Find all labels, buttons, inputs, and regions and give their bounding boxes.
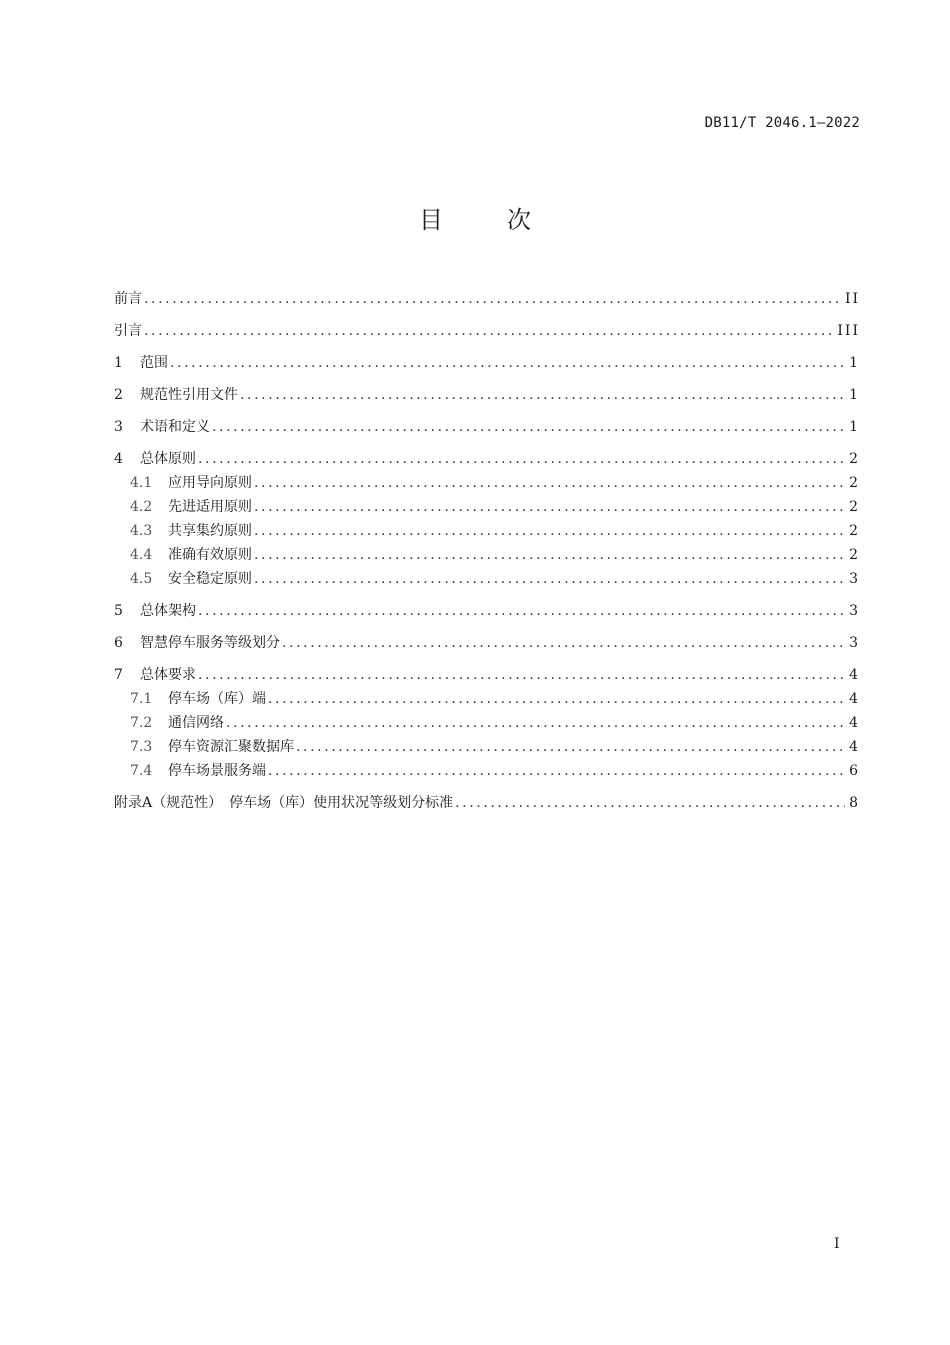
- toc-entry[interactable]: [114, 471, 860, 495]
- toc-entry-title: 安全稳定原则: [168, 571, 252, 587]
- toc-entry-page: 2: [849, 475, 860, 491]
- toc-dot-leader: [296, 735, 845, 759]
- toc-entry-page: 4: [849, 715, 860, 731]
- toc-dot-leader: [254, 495, 845, 519]
- toc-entry-page: III: [837, 323, 860, 339]
- toc-entry[interactable]: [114, 663, 860, 687]
- toc-entry[interactable]: [114, 495, 860, 519]
- toc-dot-leader: [170, 351, 845, 375]
- toc-entry[interactable]: [114, 519, 860, 543]
- toc-entry-number: 7.1: [130, 691, 153, 707]
- toc-dot-leader: [144, 319, 833, 343]
- toc-entry[interactable]: [114, 687, 860, 711]
- toc-entry-page: 4: [849, 739, 860, 755]
- toc-entry[interactable]: [114, 543, 860, 567]
- toc-entry-title: 附录A（规范性） 停车场（库）使用状况等级划分标准: [114, 795, 454, 811]
- toc-dot-leader: [254, 567, 845, 591]
- toc-entry-page: 8: [849, 795, 860, 811]
- toc-entry-page: 1: [849, 387, 860, 403]
- toc-entry-page: 2: [849, 523, 860, 539]
- toc-entry-title: 应用导向原则: [168, 475, 252, 491]
- toc-entry-page: 2: [849, 499, 860, 515]
- toc-entry-title: 总体架构: [140, 603, 196, 619]
- toc-entry-number: 1: [114, 355, 123, 371]
- toc-dot-leader: [240, 383, 845, 407]
- toc-entry-number: 5: [114, 603, 123, 619]
- toc-dot-leader: [198, 447, 845, 471]
- toc-entry-title: 停车场景服务端: [168, 763, 266, 779]
- toc-entry-page: 1: [849, 355, 860, 371]
- toc-entry-page: 4: [849, 667, 860, 683]
- toc-dot-leader: [254, 519, 845, 543]
- toc-entry[interactable]: [114, 711, 860, 735]
- toc-dot-leader: [254, 471, 845, 495]
- toc-entry-title: 停车场（库）端: [168, 691, 266, 707]
- toc-entry-page: II: [844, 291, 860, 307]
- toc-entry-number: 4.3: [130, 523, 153, 539]
- toc-entry[interactable]: [114, 759, 860, 783]
- toc-entry-number: 2: [114, 387, 123, 403]
- toc-entry-number: 6: [114, 635, 123, 651]
- toc-entry-title: 引言: [114, 323, 142, 339]
- doc-code: DB11/T 2046.1—2022: [704, 115, 860, 131]
- toc-entry[interactable]: [114, 599, 860, 623]
- toc-entry-title: 准确有效原则: [168, 547, 252, 563]
- toc-entry-number: 7: [114, 667, 123, 683]
- page-title: 目次: [419, 206, 595, 234]
- toc-entry-title: 共享集约原则: [168, 523, 252, 539]
- toc-entry-number: 4.2: [130, 499, 153, 515]
- toc-entry[interactable]: [114, 631, 860, 655]
- toc-entry[interactable]: [114, 287, 860, 311]
- toc-entry-number: 4.5: [130, 571, 153, 587]
- toc-dot-leader: [144, 287, 841, 311]
- toc-dot-leader: [198, 663, 845, 687]
- page-number: I: [834, 1236, 840, 1252]
- toc-entry-number: 4: [114, 451, 123, 467]
- toc-entry-title: 前言: [114, 291, 142, 307]
- toc-entry-page: 2: [849, 451, 860, 467]
- toc-entry[interactable]: [114, 319, 860, 343]
- toc-entry-page: 6: [849, 763, 860, 779]
- toc-entry[interactable]: [114, 383, 860, 407]
- toc-dot-leader: [226, 711, 845, 735]
- toc-entry-title: 智慧停车服务等级划分: [140, 635, 280, 651]
- toc-entry[interactable]: [114, 415, 860, 439]
- toc-entry-title: 先进适用原则: [168, 499, 252, 515]
- toc-entry-number: 7.3: [130, 739, 153, 755]
- toc-dot-leader: [198, 599, 845, 623]
- toc-entry[interactable]: [114, 567, 860, 591]
- toc-entry-page: 1: [849, 419, 860, 435]
- toc-entry-number: 4.1: [130, 475, 153, 491]
- toc-entry-title: 规范性引用文件: [140, 387, 238, 403]
- toc-entry-title: 术语和定义: [140, 419, 210, 435]
- toc-entry[interactable]: [114, 447, 860, 471]
- toc-entry-page: 3: [849, 635, 860, 651]
- toc-entry-title: 通信网络: [168, 715, 224, 731]
- toc-entry-number: 7.2: [130, 715, 153, 731]
- toc-entry-title: 范围: [140, 355, 168, 371]
- toc-entry-number: 7.4: [130, 763, 153, 779]
- toc-dot-leader: [455, 791, 845, 815]
- toc-entry[interactable]: [114, 735, 860, 759]
- toc-entry[interactable]: [114, 791, 860, 815]
- toc-dot-leader: [268, 759, 845, 783]
- toc-entry-number: 3: [114, 419, 123, 435]
- toc-entry-title: 停车资源汇聚数据库: [168, 739, 294, 755]
- toc-dot-leader: [254, 543, 845, 567]
- toc-entry-title: 总体原则: [140, 451, 196, 467]
- toc-entry-page: 2: [849, 547, 860, 563]
- toc-entry-page: 4: [849, 691, 860, 707]
- toc-entry[interactable]: [114, 351, 860, 375]
- toc-list: [114, 287, 860, 815]
- toc-dot-leader: [268, 687, 845, 711]
- toc-dot-leader: [212, 415, 845, 439]
- toc-entry-page: 3: [849, 571, 860, 587]
- toc-entry-page: 3: [849, 603, 860, 619]
- toc-entry-title: 总体要求: [140, 667, 196, 683]
- toc-dot-leader: [282, 631, 845, 655]
- toc-entry-number: 4.4: [130, 547, 153, 563]
